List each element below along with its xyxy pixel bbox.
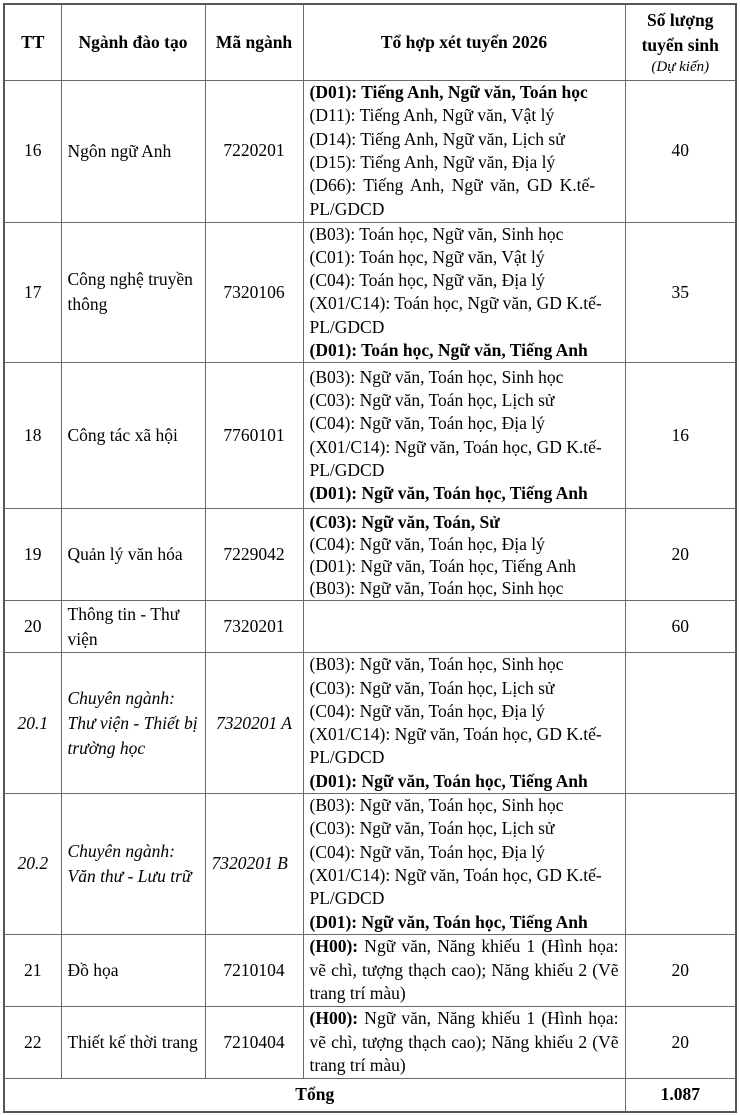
header-quota-note: (Dự kiến) bbox=[651, 59, 710, 76]
combo-line: (D01): Ngữ văn, Toán học, Tiếng Anh bbox=[309, 483, 588, 504]
combo-line: (C04): Ngữ văn, Toán học, Địa lý bbox=[309, 841, 545, 862]
combo-line: (D66): Tiếng Anh, Ngữ văn, GD K.tế-PL/GDCD bbox=[309, 175, 596, 219]
table-row bbox=[4, 509, 736, 601]
header-combos: Tổ hợp xét tuyển 2026 bbox=[303, 4, 625, 80]
combo-line: (X01/C14): Ngữ văn, Toán học, GD K.tế-PL/GDCD bbox=[309, 864, 602, 909]
row-quota bbox=[625, 794, 736, 935]
row-combos bbox=[303, 509, 625, 601]
row-major: Công tác xã hội bbox=[61, 363, 205, 509]
row-combos bbox=[303, 80, 625, 222]
row-code: 7320201 bbox=[205, 601, 303, 653]
combo-line: (C03): Ngữ văn, Toán học, Lịch sử bbox=[309, 677, 555, 698]
row-major: Chuyên ngành: Thư viện - Thiết bị trường học bbox=[61, 653, 205, 794]
row-tt: 17 bbox=[4, 222, 61, 363]
table-row bbox=[4, 794, 736, 935]
table-row bbox=[4, 80, 736, 222]
row-code: 7229042 bbox=[205, 509, 303, 601]
table-row bbox=[4, 1006, 736, 1078]
table-row bbox=[4, 222, 736, 363]
combo-line: (B03): Toán học, Ngữ văn, Sinh học bbox=[309, 223, 564, 244]
row-quota: 35 bbox=[625, 222, 736, 363]
header-major: Ngành đào tạo bbox=[61, 4, 205, 80]
row-combos bbox=[303, 1006, 625, 1078]
header-row bbox=[4, 4, 736, 80]
combo-line: (C04): Ngữ văn, Toán học, Địa lý bbox=[309, 413, 545, 434]
row-tt: 22 bbox=[4, 1006, 61, 1078]
row-combos bbox=[303, 601, 625, 653]
combo-line: (X01/C14): Ngữ văn, Toán học, GD K.tế-PL/GDCD bbox=[309, 436, 602, 481]
row-major: Thông tin - Thư viện bbox=[61, 601, 205, 653]
combo-line: (B03): Ngữ văn, Toán học, Sinh học bbox=[309, 795, 564, 816]
row-major: Thiết kế thời trang bbox=[61, 1006, 205, 1078]
combo-text: Ngữ văn, Năng khiếu 1 (Hình họa: vẽ chì, tượng thạch cao); Năng khiếu 2 (Vẽ trang trí màu) bbox=[309, 936, 619, 1003]
row-code: 7220201 bbox=[205, 80, 303, 222]
row-major: Quản lý văn hóa bbox=[61, 509, 205, 601]
total-row bbox=[4, 1078, 736, 1112]
combo-line: (D14): Tiếng Anh, Ngữ văn, Lịch sử bbox=[309, 128, 565, 149]
row-combos bbox=[303, 222, 625, 363]
combo-prefix: (H00): bbox=[309, 1008, 359, 1029]
row-quota bbox=[625, 653, 736, 794]
header-code: Mã ngành bbox=[205, 4, 303, 80]
combo-line: (B03): Ngữ văn, Toán học, Sinh học bbox=[309, 654, 564, 675]
row-code: 7320201 B bbox=[205, 794, 303, 935]
row-combos bbox=[303, 363, 625, 509]
combo-line: (C03): Ngữ văn, Toán học, Lịch sử bbox=[309, 818, 555, 839]
combo-prefix: (H00): bbox=[309, 936, 359, 957]
combo-line: (X01/C14): Toán học, Ngữ văn, GD K.tế-PL/GDCD bbox=[309, 293, 602, 337]
table-row bbox=[4, 653, 736, 794]
combo-line: (C03): Ngữ văn, Toán, Sử bbox=[309, 511, 500, 532]
row-combos bbox=[303, 934, 625, 1006]
row-major: Đồ họa bbox=[61, 934, 205, 1006]
row-quota: 60 bbox=[625, 601, 736, 653]
table-row bbox=[4, 601, 736, 653]
row-quota: 20 bbox=[625, 509, 736, 601]
combo-line: (B03): Ngữ văn, Toán học, Sinh học bbox=[309, 366, 564, 387]
total-value: 1.087 bbox=[625, 1078, 736, 1112]
combo-line: (B03): Ngữ văn, Toán học, Sinh học bbox=[309, 577, 564, 598]
row-quota: 20 bbox=[625, 934, 736, 1006]
row-combos bbox=[303, 653, 625, 794]
combo-text: Ngữ văn, Năng khiếu 1 (Hình họa: vẽ chì, tượng thạch cao); Năng khiếu 2 (Vẽ trang trí màu) bbox=[309, 1008, 619, 1075]
row-code: 7320106 bbox=[205, 222, 303, 363]
combo-line: (D01): Toán học, Ngữ văn, Tiếng Anh bbox=[309, 339, 588, 360]
combo-line: (D01): Ngữ văn, Toán học, Tiếng Anh bbox=[309, 911, 588, 932]
combo-line: (C04): Ngữ văn, Toán học, Địa lý bbox=[309, 700, 545, 721]
table-row bbox=[4, 934, 736, 1006]
row-tt: 18 bbox=[4, 363, 61, 509]
row-code: 7760101 bbox=[205, 363, 303, 509]
row-tt: 21 bbox=[4, 934, 61, 1006]
row-quota: 20 bbox=[625, 1006, 736, 1078]
combo-line: (C03): Ngữ văn, Toán học, Lịch sử bbox=[309, 390, 555, 411]
combo-line: (D15): Tiếng Anh, Ngữ văn, Địa lý bbox=[309, 152, 556, 172]
row-tt: 20 bbox=[4, 601, 61, 653]
combo-line: (C04): Toán học, Ngữ văn, Địa lý bbox=[309, 270, 545, 291]
row-code: 7320201 A bbox=[205, 653, 303, 794]
combo-line: (D11): Tiếng Anh, Ngữ văn, Vật lý bbox=[309, 105, 555, 126]
header-quota bbox=[625, 4, 736, 80]
combo-line: (D01): Ngữ văn, Toán học, Tiếng Anh bbox=[309, 555, 577, 576]
row-tt: 19 bbox=[4, 509, 61, 601]
total-label: Tổng bbox=[4, 1078, 625, 1112]
row-combos bbox=[303, 794, 625, 935]
row-tt: 20.1 bbox=[4, 653, 61, 794]
combo-line: (C01): Toán học, Ngữ văn, Vật lý bbox=[309, 246, 545, 267]
row-quota: 16 bbox=[625, 363, 736, 509]
combo-line: (C04): Ngữ văn, Toán học, Địa lý bbox=[309, 533, 545, 554]
combo-line: (D01): Ngữ văn, Toán học, Tiếng Anh bbox=[309, 770, 588, 791]
table-row bbox=[4, 363, 736, 509]
row-major: Công nghệ truyền thông bbox=[61, 222, 205, 363]
header-tt: TT bbox=[4, 4, 61, 80]
header-quota-label: Số lượng tuyển sinh bbox=[641, 10, 719, 56]
row-major: Ngôn ngữ Anh bbox=[61, 80, 205, 222]
row-quota: 40 bbox=[625, 80, 736, 222]
admission-table bbox=[3, 3, 737, 1113]
combo-line: (X01/C14): Ngữ văn, Toán học, GD K.tế-PL/GDCD bbox=[309, 724, 602, 768]
row-code: 7210404 bbox=[205, 1006, 303, 1078]
row-code: 7210104 bbox=[205, 934, 303, 1006]
row-tt: 16 bbox=[4, 80, 61, 222]
row-tt: 20.2 bbox=[4, 794, 61, 935]
row-major: Chuyên ngành: Văn thư - Lưu trữ bbox=[61, 794, 205, 935]
combo-line: (D01): Tiếng Anh, Ngữ văn, Toán học bbox=[309, 82, 588, 103]
